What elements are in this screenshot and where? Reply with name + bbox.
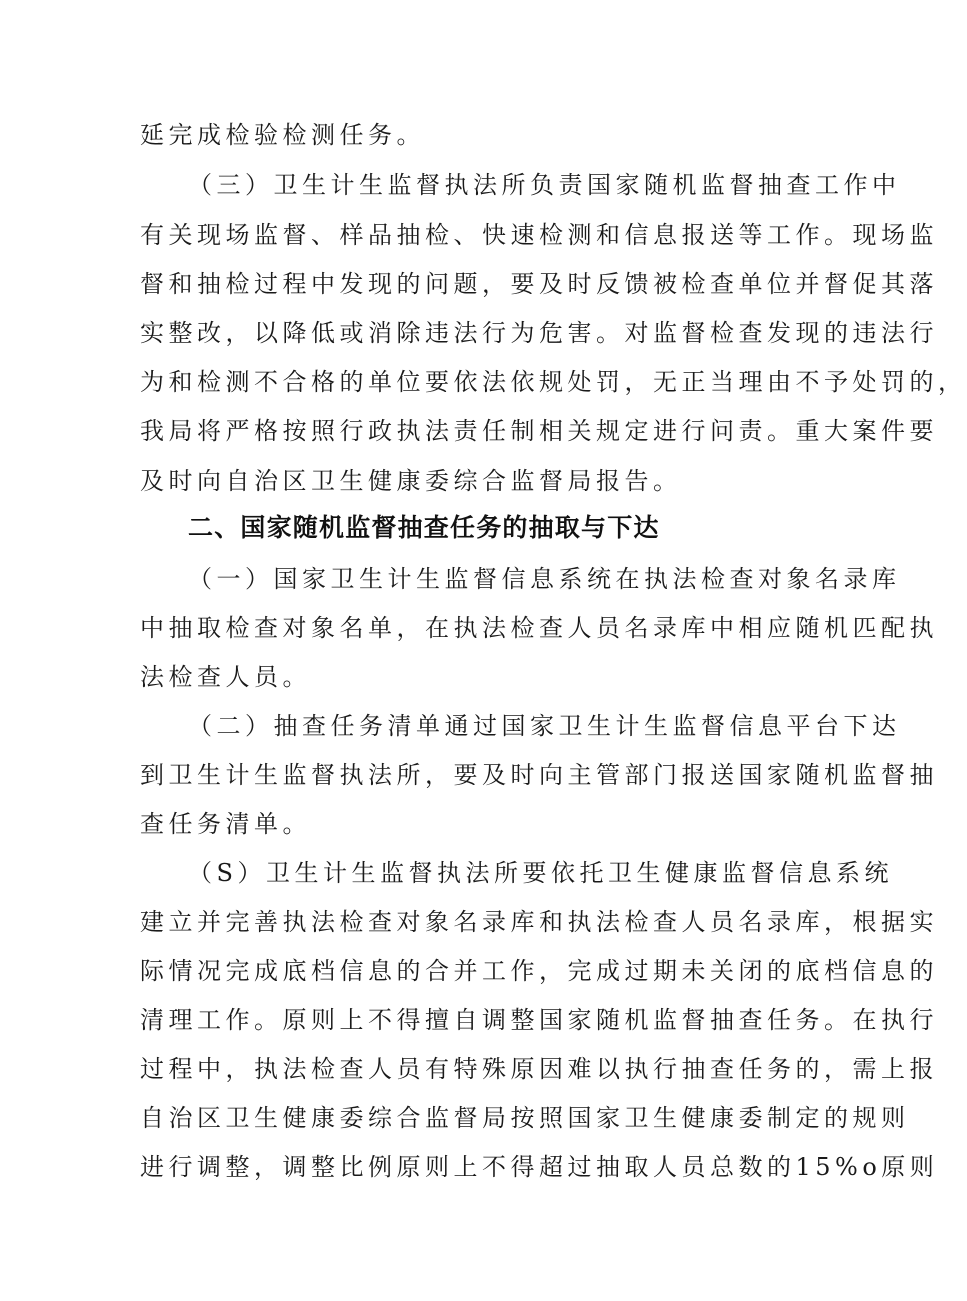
text-line: 进行调整，调整比例原则上不得超过抽取人员总数的15%o原则: [140, 1153, 939, 1181]
text-line: 中抽取检查对象名单，在执法检查人员名录库中相应随机匹配执: [140, 614, 938, 642]
text-line: 法检查人员。: [140, 663, 311, 691]
text-line: 查任务清单。: [140, 810, 311, 838]
paragraph-start: （S）卫生计生监督执法所要依托卫生健康监督信息系统: [188, 859, 893, 887]
text-line: 为和检测不合格的单位要依法依规处罚，无正当理由不予处罚的，: [140, 368, 967, 396]
section-heading: 二、国家随机监督抽查任务的抽取与下达: [188, 513, 660, 542]
paragraph-start: （二）抽查任务清单通过国家卫生计生监督信息平台下达: [188, 712, 901, 740]
text-line: 建立并完善执法检查对象名录库和执法检查人员名录库，根据实: [140, 908, 938, 936]
text-line: 际情况完成底档信息的合并工作，完成过期未关闭的底档信息的: [140, 957, 938, 985]
paragraph-start: （三）卫生计生监督执法所负责国家随机监督抽查工作中: [188, 171, 901, 199]
text-line: 过程中，执法检查人员有特殊原因难以执行抽查任务的，需上报: [140, 1055, 938, 1083]
text-line: 自治区卫生健康委综合监督局按照国家卫生健康委制定的规则: [140, 1104, 910, 1132]
text-line: 督和抽检过程中发现的问题，要及时反馈被检查单位并督促其落: [140, 270, 938, 298]
text-line: 延完成检验检测任务。: [140, 121, 425, 149]
text-line: 有关现场监督、样品抽检、快速检测和信息报送等工作。现场监: [140, 221, 938, 249]
text-line: 清理工作。原则上不得擅自调整国家随机监督抽查任务。在执行: [140, 1006, 938, 1034]
text-line: 我局将严格按照行政执法责任制相关规定进行问责。重大案件要: [140, 417, 938, 445]
text-line: 实整改，以降低或消除违法行为危害。对监督检查发现的违法行: [140, 319, 938, 347]
paragraph-start: （一）国家卫生计生监督信息系统在执法检查对象名录库: [188, 565, 901, 593]
text-line: 到卫生计生监督执法所，要及时向主管部门报送国家随机监督抽: [140, 761, 938, 789]
text-line: 及时向自治区卫生健康委综合监督局报告。: [140, 467, 682, 495]
